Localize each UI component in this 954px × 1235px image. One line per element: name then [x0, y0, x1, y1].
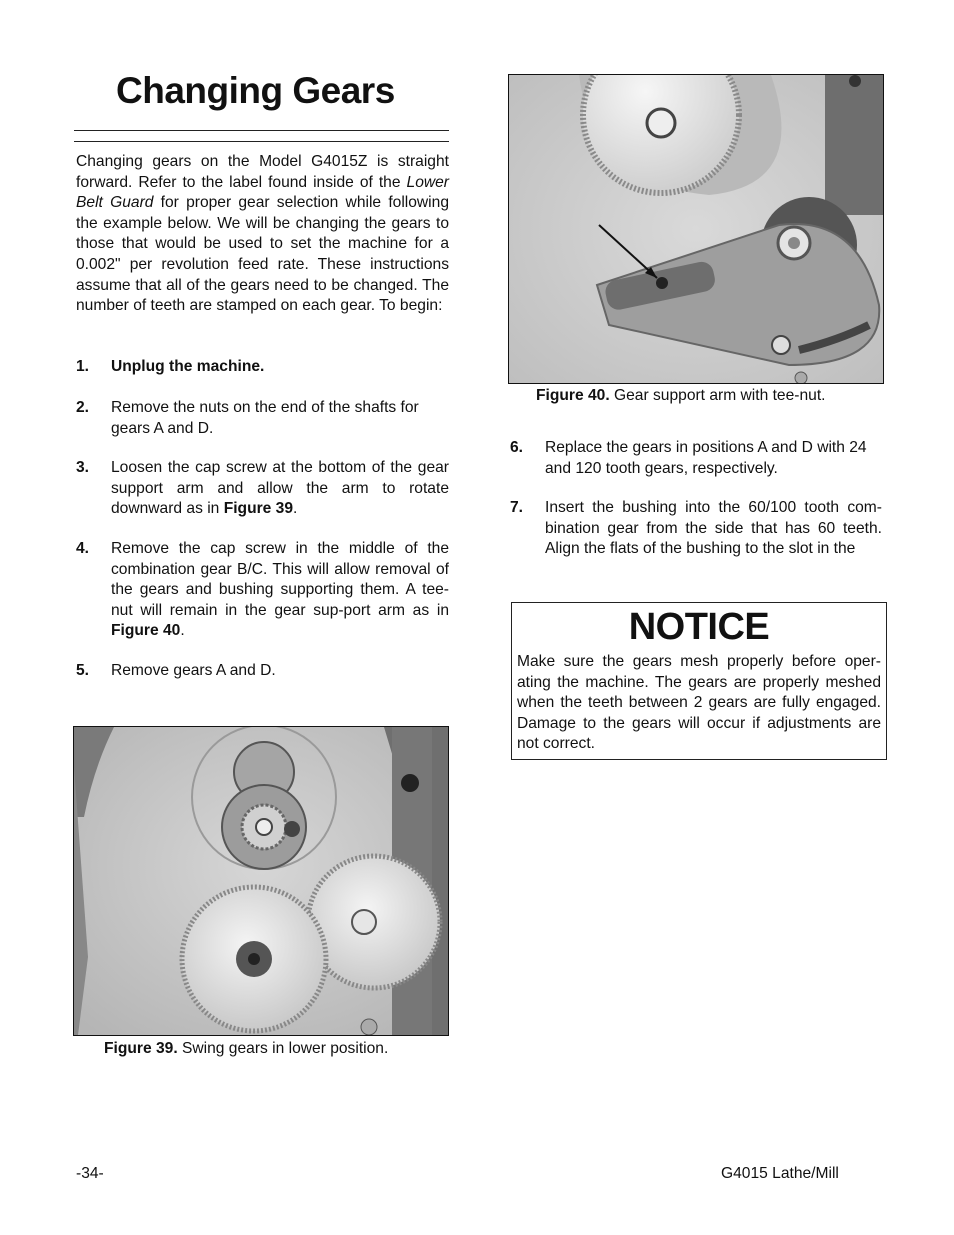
notice-box [511, 602, 887, 760]
step-6: 6. Replace the gears in positions A and D with 24 and 120 tooth gears, respectively. [510, 439, 867, 477]
figure-40-photo [508, 74, 884, 384]
intro-paragraph: Changing gears on the Model G4015Z is straight forward. Refer to the label found inside of the Lower Belt Guard for proper gear selection while following the example below. We will be changing the gears to those that would be used to set the machine for a 0.002" per revolution feed rate. These instructions assume that all of the gears need to be changed. The number of teeth are stamped on each gear. To begin: [76, 153, 449, 315]
step-1: 1. Unplug the machine. [76, 358, 265, 375]
step-2: 2. Remove the nuts on the end of the shafts for gears A and D. [76, 399, 419, 437]
footer-product-name: G4015 Lathe/Mill [721, 1165, 839, 1182]
figure-39-caption: Figure 39. Swing gears in lower position. [104, 1040, 389, 1057]
step-5: 5. Remove gears A and D. [76, 662, 276, 679]
step-4: 4. Remove the cap screw in the middle of the combination gear B/C. This will allow removal of the gears and bushing supporting them. A tee-nut will remain in the gear sup-port arm as in Figure 40. [76, 540, 449, 640]
step-3: 3. Loosen the cap screw at the bottom of the gear support arm and allow the arm to rotate downward as in Figure 39. [76, 459, 449, 518]
figure-40-caption: Figure 40. Gear support arm with tee-nut. [536, 387, 826, 404]
figure-40-ref: Figure 40 [111, 622, 181, 640]
step-7: 7. Insert the bushing into the 60/100 tooth com-bination gear from the side that has 60 teeth. Align the flats of the bushing to the slot in the [510, 499, 882, 558]
title-rule-top [74, 130, 449, 131]
figure-39-ref: Figure 39 [223, 500, 294, 518]
notice-title: NOTICE [628, 606, 770, 648]
figure-39-photo [73, 726, 449, 1036]
notice-body: Make sure the gears mesh properly before oper-ating the machine. The gears are properly meshed when the teeth between 2 gears are fully engaged. Damage to the gears will occur if adjustments are not correct. [517, 653, 881, 753]
footer-page-number: -34- [76, 1165, 104, 1182]
title-rule-bottom [74, 141, 449, 142]
lower-belt-guard-term: Lower Belt Guard [76, 173, 449, 212]
page-title: Changing Gears [116, 70, 395, 111]
